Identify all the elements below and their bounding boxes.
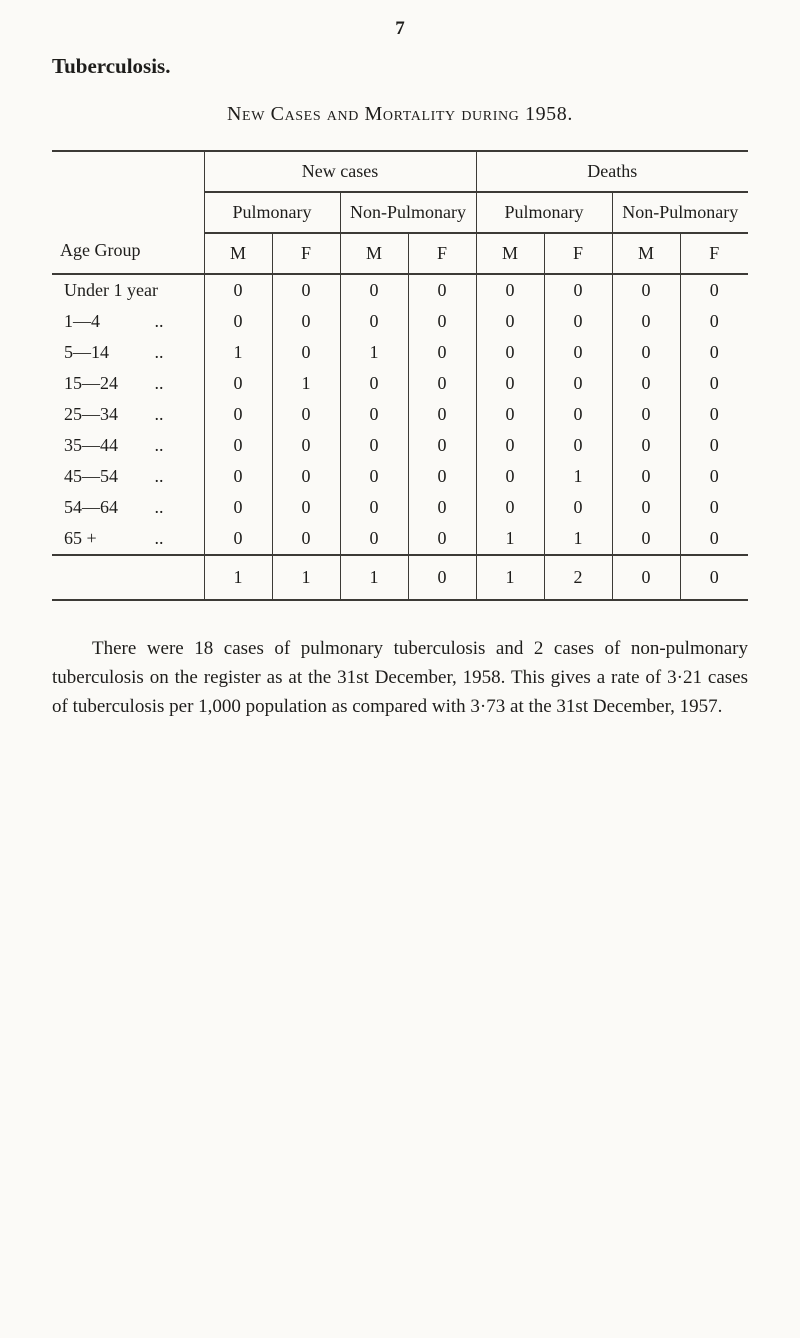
table-row — [52, 492, 748, 523]
newcases-pulmonary-header: Pulmonary — [204, 192, 340, 233]
count-cell: 0 — [476, 430, 544, 461]
male-column-header: M — [476, 233, 544, 274]
newcases-nonpulmonary-header: Non-Pulmonary — [340, 192, 476, 233]
count-cell: 0 — [408, 492, 476, 523]
count-cell: 0 — [612, 337, 680, 368]
total-cell: 1 — [340, 555, 408, 600]
table-row — [52, 430, 748, 461]
leader-dots: .. — [154, 373, 164, 393]
count-cell: 0 — [680, 523, 748, 555]
count-cell: 0 — [544, 430, 612, 461]
count-cell: 0 — [340, 492, 408, 523]
count-cell: 0 — [680, 274, 748, 306]
total-cell: 0 — [612, 555, 680, 600]
summary-paragraph: There were 18 cases of pulmonary tuberculosis and 2 cases of non-pulmonary tuberculosis on the register as at the 31st December, 1958. This gives a rate of 3·21 cases of tuberculosis per 1,000 population as compared with 3·73 at the 31st December, 1957. — [52, 638, 748, 717]
section-heading: Tuberculosis. — [52, 54, 171, 78]
age-group-label: 1—4 — [64, 311, 100, 331]
total-cell: 1 — [272, 555, 340, 600]
count-cell: 0 — [340, 274, 408, 306]
count-cell: 0 — [340, 461, 408, 492]
count-cell: 0 — [272, 399, 340, 430]
total-row-label — [52, 555, 204, 600]
count-cell: 0 — [476, 461, 544, 492]
tuberculosis-table — [52, 150, 748, 601]
count-cell: 0 — [612, 368, 680, 399]
male-column-header: M — [340, 233, 408, 274]
total-cell: 2 — [544, 555, 612, 600]
age-group-label: 15—24 — [64, 373, 118, 393]
count-cell: 0 — [204, 461, 272, 492]
count-cell: 0 — [544, 337, 612, 368]
leader-dots: .. — [154, 528, 164, 548]
count-cell: 1 — [476, 523, 544, 555]
count-cell: 0 — [408, 430, 476, 461]
total-cell: 1 — [204, 555, 272, 600]
count-cell: 0 — [204, 399, 272, 430]
count-cell: 0 — [544, 274, 612, 306]
count-cell: 0 — [204, 523, 272, 555]
leader-dots: .. — [154, 404, 164, 424]
count-cell: 0 — [680, 430, 748, 461]
count-cell: 0 — [340, 523, 408, 555]
count-cell: 0 — [680, 337, 748, 368]
count-cell: 0 — [408, 337, 476, 368]
page-number: 7 — [395, 18, 405, 39]
count-cell: 0 — [476, 399, 544, 430]
count-cell: 0 — [612, 274, 680, 306]
count-cell: 0 — [272, 523, 340, 555]
count-cell: 0 — [544, 306, 612, 337]
age-group-label: 35—44 — [64, 435, 118, 455]
table-row — [52, 461, 748, 492]
count-cell: 0 — [204, 274, 272, 306]
count-cell: 0 — [544, 492, 612, 523]
count-cell: 0 — [340, 399, 408, 430]
count-cell: 0 — [204, 306, 272, 337]
age-group-label: 65 + — [64, 528, 97, 548]
count-cell: 0 — [272, 274, 340, 306]
group-header-row — [52, 151, 748, 192]
male-column-header: M — [612, 233, 680, 274]
leader-dots: .. — [154, 497, 164, 517]
age-group-label: 25—34 — [64, 404, 118, 424]
count-cell: 0 — [340, 430, 408, 461]
table-row — [52, 523, 748, 555]
female-column-header: F — [680, 233, 748, 274]
age-group-label: 5—14 — [64, 342, 109, 362]
female-column-header: F — [544, 233, 612, 274]
count-cell: 0 — [544, 368, 612, 399]
count-cell: 0 — [340, 368, 408, 399]
count-cell: 0 — [408, 306, 476, 337]
age-group-header: Age Group — [52, 151, 204, 274]
count-cell: 0 — [408, 523, 476, 555]
count-cell: 0 — [680, 306, 748, 337]
count-cell: 1 — [272, 368, 340, 399]
count-cell: 0 — [272, 461, 340, 492]
count-cell: 0 — [408, 461, 476, 492]
count-cell: 0 — [272, 337, 340, 368]
count-cell: 0 — [680, 399, 748, 430]
total-cell: 1 — [476, 555, 544, 600]
male-column-header: M — [204, 233, 272, 274]
deaths-nonpulmonary-header: Non-Pulmonary — [612, 192, 748, 233]
count-cell: 0 — [272, 306, 340, 337]
count-cell: 0 — [680, 492, 748, 523]
deaths-header: Deaths — [476, 151, 748, 192]
count-cell: 0 — [408, 399, 476, 430]
count-cell: 1 — [204, 337, 272, 368]
count-cell: 0 — [476, 306, 544, 337]
count-cell: 0 — [204, 368, 272, 399]
count-cell: 0 — [272, 492, 340, 523]
count-cell: 0 — [272, 430, 340, 461]
age-group-label: Under 1 year — [64, 280, 158, 300]
count-cell: 1 — [544, 523, 612, 555]
leader-dots: .. — [154, 342, 164, 362]
total-cell: 0 — [408, 555, 476, 600]
age-group-label: 45—54 — [64, 466, 118, 486]
leader-dots: .. — [154, 435, 164, 455]
count-cell: 0 — [408, 368, 476, 399]
table-row — [52, 399, 748, 430]
deaths-pulmonary-header: Pulmonary — [476, 192, 612, 233]
count-cell: 0 — [612, 399, 680, 430]
count-cell: 0 — [408, 274, 476, 306]
table-row — [52, 368, 748, 399]
count-cell: 0 — [680, 461, 748, 492]
count-cell: 0 — [612, 461, 680, 492]
table-caption: New Cases and Mortality during 1958. — [227, 103, 573, 125]
count-cell: 1 — [544, 461, 612, 492]
count-cell: 0 — [340, 306, 408, 337]
count-cell: 0 — [476, 274, 544, 306]
new-cases-header: New cases — [204, 151, 476, 192]
count-cell: 0 — [612, 430, 680, 461]
total-row — [52, 555, 748, 600]
table-row — [52, 306, 748, 337]
count-cell: 0 — [204, 430, 272, 461]
count-cell: 0 — [612, 492, 680, 523]
count-cell: 0 — [476, 368, 544, 399]
age-group-label: 54—64 — [64, 497, 118, 517]
female-column-header: F — [408, 233, 476, 274]
table-row — [52, 337, 748, 368]
leader-dots: .. — [154, 466, 164, 486]
female-column-header: F — [272, 233, 340, 274]
count-cell: 0 — [612, 306, 680, 337]
leader-dots: .. — [154, 311, 164, 331]
count-cell: 0 — [680, 368, 748, 399]
total-cell: 0 — [680, 555, 748, 600]
count-cell: 0 — [544, 399, 612, 430]
table-row — [52, 274, 748, 306]
count-cell: 0 — [204, 492, 272, 523]
count-cell: 0 — [476, 337, 544, 368]
count-cell: 1 — [340, 337, 408, 368]
count-cell: 0 — [612, 523, 680, 555]
count-cell: 0 — [476, 492, 544, 523]
